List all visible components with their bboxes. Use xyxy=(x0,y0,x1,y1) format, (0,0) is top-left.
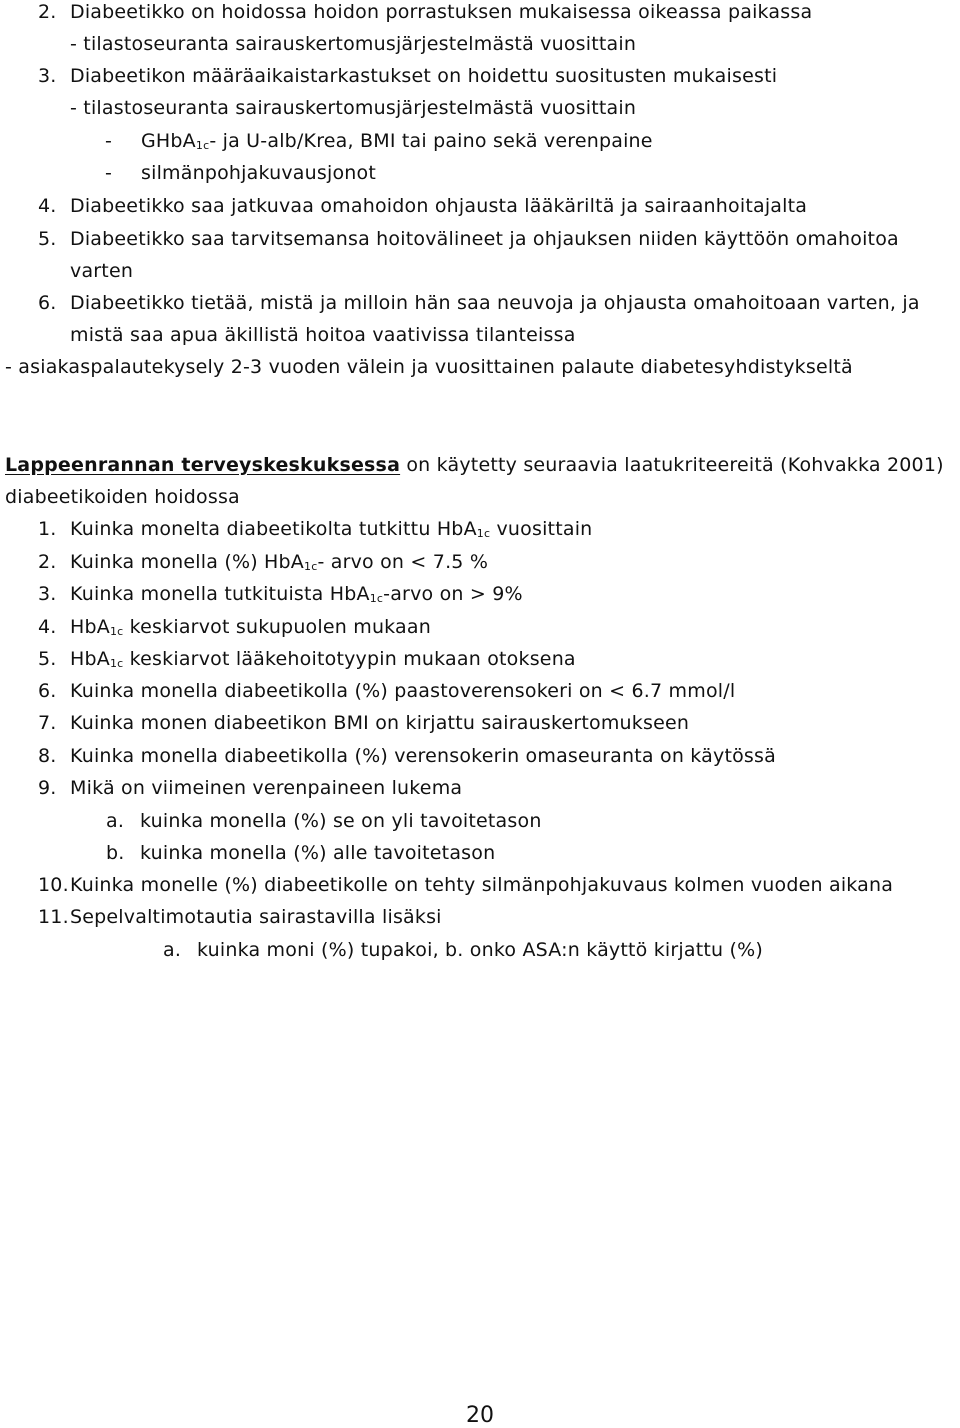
criteria-item-6 xyxy=(38,679,735,703)
list-text-post: vuosittain xyxy=(490,518,593,540)
list-number: 8. xyxy=(38,745,57,767)
subscript: 1c xyxy=(195,139,210,152)
list-number: 5. xyxy=(38,228,57,250)
list-text: Mikä on viimeinen verenpaineen lukema xyxy=(70,777,463,799)
list-text-post: keskiarvot lääkehoitotyypin mukaan otoksena xyxy=(123,648,576,670)
list-text-pre: HbA xyxy=(70,648,110,670)
bullet-text-pre: GHbA xyxy=(141,130,196,152)
list-item-3 xyxy=(38,64,777,88)
list-item-5 xyxy=(38,227,899,251)
list-letter: a. xyxy=(106,810,125,832)
list-number: 10. xyxy=(38,874,69,896)
list-number: 1. xyxy=(38,518,57,540)
list-text: Kuinka monella diabeetikolla (%) paastoverensokeri on < 6.7 mmol/l xyxy=(70,680,736,702)
list-text-pre: Kuinka monella tutkituista HbA xyxy=(70,583,370,605)
list-number: 11. xyxy=(38,906,69,928)
list-text: Kuinka monen diabeetikon BMI on kirjattu sairauskertomukseen xyxy=(70,712,690,734)
list-number: 4. xyxy=(38,195,57,217)
intro-bold-underlined: Lappeenrannan terveyskeskuksessa xyxy=(5,454,401,476)
feedback-line: - asiakaspalautekysely 2-3 vuoden välein ja vuosittainen palaute diabetesyhdistykseltä xyxy=(5,356,853,378)
list-text: Diabeetikko saa tarvitsemansa hoitovälineet ja ohjauksen niiden käyttöön omahoitoa xyxy=(70,228,899,250)
criteria-item-5 xyxy=(38,647,576,671)
list-item-6-continuation: mistä saa apua äkillistä hoitoa vaativissa tilanteissa xyxy=(70,324,576,346)
list-text: Sepelvaltimotautia sairastavilla lisäksi xyxy=(70,906,442,928)
list-number: 6. xyxy=(38,680,57,702)
list-item-4 xyxy=(38,194,807,218)
criteria-item-7 xyxy=(38,711,689,735)
list-number: 6. xyxy=(38,292,57,314)
list-text-pre: Kuinka monelta diabeetikolta tutkittu HbA xyxy=(70,518,477,540)
list-text-post: -arvo on > 9% xyxy=(383,583,523,605)
criteria-item-3 xyxy=(38,582,523,606)
list-text: Kuinka monelle (%) diabeetikolle on tehty silmänpohjakuvaus kolmen vuoden aikana xyxy=(70,874,894,896)
list-text-pre: HbA xyxy=(70,616,110,638)
subscript: 1c xyxy=(109,625,124,638)
criteria-item-8 xyxy=(38,744,776,768)
intro-rest: on käytetty seuraavia laatukriteereitä (Kohvakka 2001) xyxy=(400,454,944,476)
criteria-item-9 xyxy=(38,776,462,800)
bullet-text: silmänpohjakuvausjonot xyxy=(141,162,377,184)
list-item-3-bullet-jonot xyxy=(105,161,376,185)
bullet-dash: - xyxy=(105,162,113,184)
list-text: Diabeetikon määräaikaistarkastukset on hoidettu suositusten mukaisesti xyxy=(70,65,778,87)
criteria-item-11 xyxy=(38,905,442,929)
list-number: 2. xyxy=(38,551,57,573)
list-number: 3. xyxy=(38,583,57,605)
list-number: 9. xyxy=(38,777,57,799)
list-item-2-subline: - tilastoseuranta sairauskertomusjärjestelmästä vuosittain xyxy=(70,33,637,55)
list-text: kuinka monella (%) se on yli tavoitetason xyxy=(140,810,542,832)
list-text-post: - arvo on < 7.5 % xyxy=(317,551,489,573)
list-number: 3. xyxy=(38,65,57,87)
list-number: 5. xyxy=(38,648,57,670)
subscript: 1c xyxy=(109,657,124,670)
list-text: kuinka moni (%) tupakoi, b. onko ASA:n käyttö kirjattu (%) xyxy=(197,939,763,961)
list-text: Diabeetikko tietää, mistä ja milloin hän saa neuvoja ja ohjausta omahoitoaan varten, ja xyxy=(70,292,920,314)
list-number: 4. xyxy=(38,616,57,638)
list-number: 7. xyxy=(38,712,57,734)
criteria-item-2 xyxy=(38,550,488,574)
subscript: 1c xyxy=(304,560,318,573)
list-text: kuinka monella (%) alle tavoitetason xyxy=(140,842,496,864)
list-item-2 xyxy=(38,0,812,24)
list-item-5-continuation: varten xyxy=(70,260,134,282)
list-text: Diabeetikko on hoidossa hoidon porrastuksen mukaisessa oikeassa paikassa xyxy=(70,1,813,23)
list-item-3-bullet-ghba1c xyxy=(105,129,653,153)
criteria-item-4 xyxy=(38,615,431,639)
list-number: 2. xyxy=(38,1,57,23)
subscript: 1c xyxy=(369,592,384,605)
criteria-item-9b xyxy=(106,841,495,865)
intro-line-2: diabeetikoiden hoidossa xyxy=(5,486,240,508)
list-letter: a. xyxy=(163,939,182,961)
bullet-dash: - xyxy=(105,130,113,152)
list-text: Kuinka monella diabeetikolla (%) verensokerin omaseuranta on käytössä xyxy=(70,745,776,767)
criteria-item-9a xyxy=(106,809,542,833)
list-text-post: keskiarvot sukupuolen mukaan xyxy=(123,616,431,638)
subscript: 1c xyxy=(476,527,491,540)
criteria-item-1 xyxy=(38,517,592,541)
criteria-item-11a xyxy=(163,938,763,962)
bullet-text-post: - ja U-alb/Krea, BMI tai paino sekä verenpaine xyxy=(209,130,653,152)
criteria-item-10 xyxy=(38,873,893,897)
intro-paragraph xyxy=(5,453,944,477)
list-letter: b. xyxy=(106,842,125,864)
list-item-3-subline: - tilastoseuranta sairauskertomusjärjestelmästä vuosittain xyxy=(70,97,637,119)
list-text: Diabeetikko saa jatkuvaa omahoidon ohjausta lääkäriltä ja sairaanhoitajalta xyxy=(70,195,808,217)
list-text-pre: Kuinka monella (%) HbA xyxy=(70,551,304,573)
list-item-6 xyxy=(38,291,920,315)
page-number: 20 xyxy=(466,1403,494,1428)
